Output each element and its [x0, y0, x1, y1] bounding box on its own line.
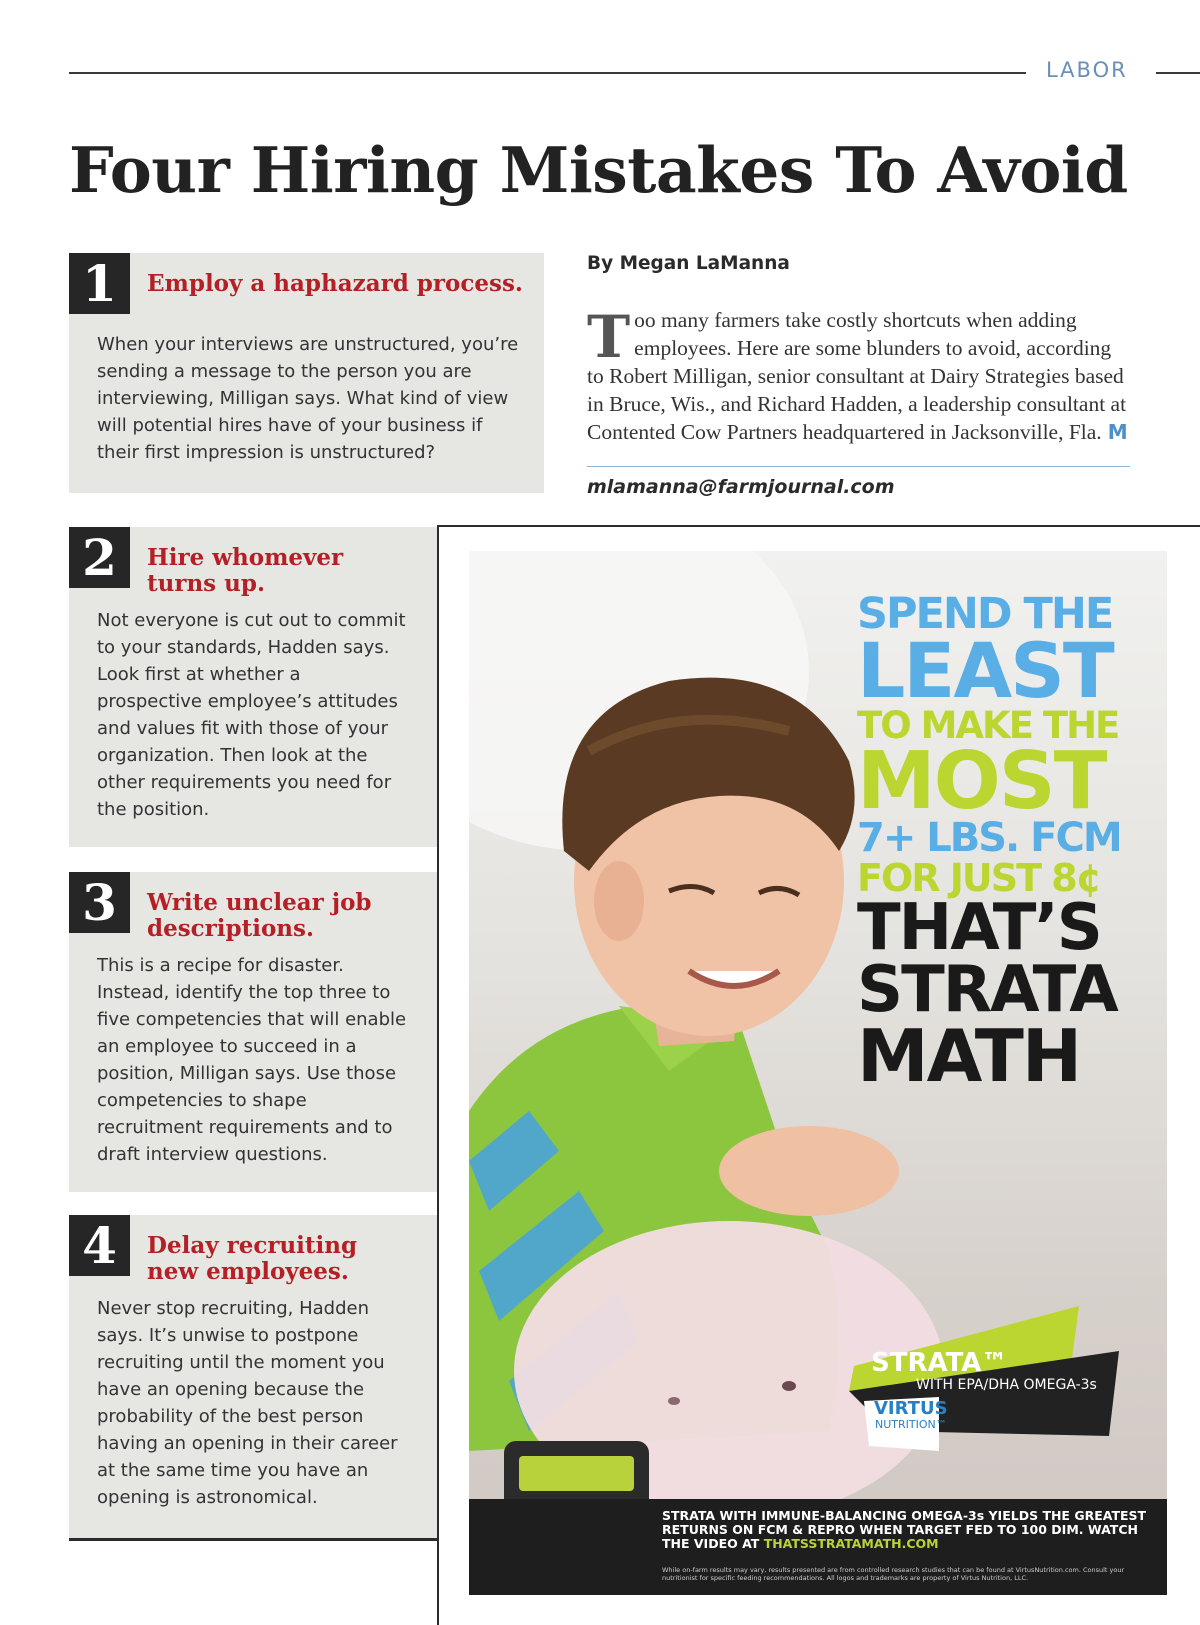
ad-strip-text [662, 1509, 1157, 1551]
tip-box-4 [69, 1215, 437, 1538]
byline: By Megan LaManna [587, 253, 790, 274]
ad-fine-print: While on-farm results may vary, results presented are from controlled research studies that can be found at VirtusNutrition.com. Consult your nutritionist for specific feeding recommendations. All logos and trademarks are property of Virtus Nutrition, LLC. [662, 1566, 1125, 1582]
ad-line: MOST [857, 735, 1106, 827]
ad-video-link[interactable]: THATSSTRATAMATH.COM [763, 1536, 939, 1551]
ad-line: LEAST [857, 626, 1113, 715]
section-rule-left [69, 72, 1026, 74]
ad-line: FOR JUST 8¢ [857, 856, 1101, 900]
tip-number: 1 [69, 253, 130, 314]
author-email-link[interactable]: mlamanna@farmjournal.com [587, 476, 895, 498]
ad-strip-cta: WATCH THE VIDEO AT [662, 1522, 1138, 1551]
tip-title: Employ a haphazard process. [147, 270, 523, 297]
column-end-rule [69, 1538, 438, 1541]
tip-number: 4 [69, 1215, 130, 1276]
ad-line: SPEND THE [857, 589, 1113, 639]
tip-title: Hire whomever turns up. [147, 544, 344, 597]
virtus-logo: VIRTUS [874, 1398, 948, 1419]
ad-line: MATH [857, 1014, 1081, 1098]
ad-product-name: STRATA™ [871, 1348, 1008, 1378]
strata-advertisement[interactable] [469, 551, 1167, 1595]
virtus-logo-sub: NUTRITION™ [875, 1418, 947, 1431]
ad-product-tagline: WITH EPA/DHA OMEGA-3s [916, 1377, 1097, 1393]
tip-title: Delay recruiting new employees. [147, 1232, 358, 1285]
tip-body: Never stop recruiting, Hadden says. It’s unwise to postpone recruiting until the moment you have an opening because the probability of the best person having an opening in their career at the same time you have an opening is astronomical. [97, 1298, 398, 1508]
ad-frame-top [437, 525, 1200, 527]
tip-number: 3 [69, 872, 130, 933]
tip-body: This is a recipe for disaster. Instead, identify the top three to five competencies that will enable an employee to succeed in a position, Milligan says. Use those competencies to shape recruitment requirements and to draft interview questions. [97, 955, 407, 1165]
ad-frame-left [437, 525, 439, 1625]
ad-line: STRATA [857, 953, 1117, 1027]
tip-body: Not everyone is cut out to commit to your standards, Hadden says. Look first at whether a prospective employee’s attitudes and values fit with those of your organization. Then look at the other requirements you need for the position. [97, 610, 406, 820]
tip-body: When your interviews are unstructured, you’re sending a message to the person you are interviewing, Milligan says. What kind of view will potential hires have of your business if their first impression is unstructured? [97, 334, 519, 463]
drop-cap: T [587, 303, 631, 371]
email-divider [587, 466, 1130, 467]
tip-box-3 [69, 872, 437, 1192]
intro-paragraph [587, 303, 1133, 446]
ad-line: THAT’S [857, 891, 1101, 965]
section-label: LABOR [1046, 58, 1128, 82]
intro-text: oo many farmers take costly shortcuts when adding employees. Here are some blunders to avoid, according to Robert Milligan, senior consultant at Dairy Strategies based in Bruce, Wis., and Richard Hadden, a leadership consultant at Contented Cow Partners headquartered in Jacksonville, Fla. [587, 308, 1127, 444]
ad-strip-message: STRATA WITH IMMUNE-BALANCING OMEGA-3s YIELDS THE GREATEST RETURNS ON FCM & REPRO WHEN TARGET FED TO 100 DIM. [662, 1508, 1147, 1537]
ad-headline [857, 589, 1157, 1098]
tip-box-1 [69, 253, 544, 493]
ad-line: 7+ LBS. FCM [857, 815, 1121, 861]
tip-number: 2 [69, 527, 130, 588]
ad-line: TO MAKE THE [857, 704, 1119, 747]
tip-box-2 [69, 527, 437, 847]
end-mark-icon: M [1107, 420, 1128, 444]
tip-title: Write unclear job descriptions. [147, 889, 372, 942]
section-rule-right [1156, 72, 1200, 74]
article-headline: Four Hiring Mistakes To Avoid [69, 133, 1128, 207]
